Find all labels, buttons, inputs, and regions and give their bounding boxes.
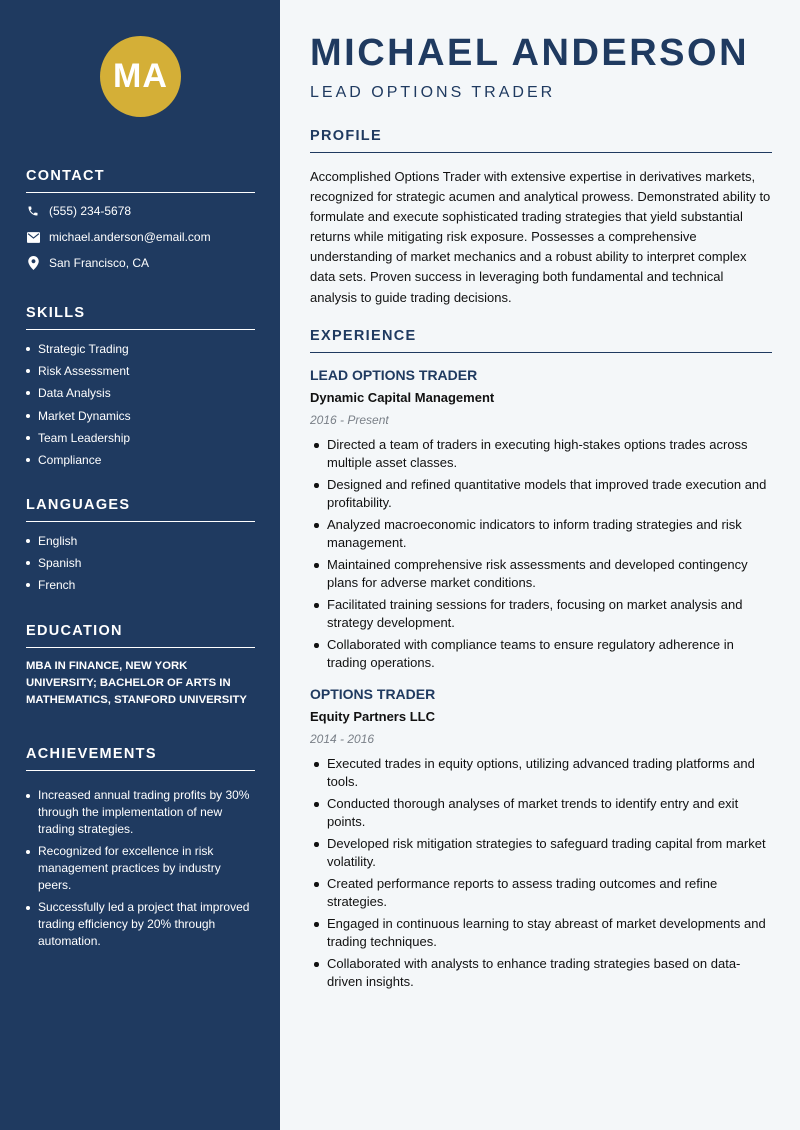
job-entry <box>310 367 772 672</box>
job-bullet: Maintained comprehensive risk assessments and developed contingency plans for adverse market conditions. <box>310 556 772 592</box>
language-item: French <box>26 578 255 592</box>
mail-icon <box>26 230 40 244</box>
phone-icon <box>26 204 40 218</box>
email-text: michael.anderson@email.com <box>49 230 211 244</box>
job-company: Equity Partners LLC <box>310 709 435 724</box>
job-company: Dynamic Capital Management <box>310 390 495 405</box>
skill-item: Risk Assessment <box>26 364 255 378</box>
languages-section <box>26 497 255 601</box>
education-heading: EDUCATION <box>26 623 255 648</box>
job-bullets <box>310 755 772 991</box>
skills-section <box>26 305 255 475</box>
avatar <box>100 36 181 117</box>
achievements-heading: ACHIEVEMENTS <box>26 746 255 771</box>
job-bullet: Directed a team of traders in executing high-stakes options trades across multiple asset classes. <box>310 436 772 472</box>
profile-section <box>310 128 772 308</box>
job-title: OPTIONS TRADER <box>310 686 436 702</box>
job-bullet: Analyzed macroeconomic indicators to inform trading strategies and risk management. <box>310 516 772 552</box>
profile-text: Accomplished Options Trader with extensive expertise in derivatives markets, recognized for strategic acumen and analytical prowess. Demonstrated ability to formulate and execute sophisticated trading strategies that yield substantial returns while mitigating risk exposure. Possesses a comprehensive understanding of market mechanics and a robust ability to interpret complex data sets. Proven success in leveraging both fundamental and technical analysis to guide trading decisions. <box>310 169 771 305</box>
candidate-title: LEAD OPTIONS TRADER <box>310 84 556 101</box>
experience-heading: EXPERIENCE <box>310 328 772 353</box>
skill-item: Data Analysis <box>26 386 255 400</box>
location-pin-icon <box>26 256 40 270</box>
contact-section <box>26 168 255 271</box>
skill-item: Strategic Trading <box>26 342 255 356</box>
language-item: Spanish <box>26 556 255 570</box>
sidebar <box>0 0 280 1130</box>
profile-heading: PROFILE <box>310 128 772 153</box>
job-bullet: Executed trades in equity options, utilizing advanced trading platforms and tools. <box>310 755 772 791</box>
education-text: MBA IN FINANCE, NEW YORK UNIVERSITY; BACHELOR OF ARTS IN MATHEMATICS, STANFORD UNIVERSITY <box>26 660 247 706</box>
job-period: 2014 - 2016 <box>310 732 375 746</box>
achievements-list <box>26 787 255 950</box>
job-bullet: Conducted thorough analyses of market trends to identify entry and exit points. <box>310 795 772 831</box>
candidate-name: MICHAEL ANDERSON <box>310 32 750 74</box>
education-section <box>26 623 255 709</box>
contact-location <box>26 255 255 271</box>
contact-email <box>26 229 255 245</box>
languages-heading: LANGUAGES <box>26 497 255 522</box>
job-bullet: Engaged in continuous learning to stay abreast of market developments and trading techniques. <box>310 915 772 951</box>
job-bullet: Facilitated training sessions for traders, focusing on market analysis and strategy development. <box>310 596 772 632</box>
achievement-item: Increased annual trading profits by 30% through the implementation of new trading strategies. <box>26 787 255 838</box>
phone-text: (555) 234-5678 <box>49 204 132 218</box>
job-entry <box>310 686 772 991</box>
job-bullet: Collaborated with compliance teams to ensure regulatory adherence in trading operations. <box>310 636 772 672</box>
skills-heading: SKILLS <box>26 305 255 330</box>
skill-item: Market Dynamics <box>26 409 255 423</box>
avatar-initials: MA <box>113 57 168 95</box>
job-period: 2016 - Present <box>310 413 389 427</box>
job-title: LEAD OPTIONS TRADER <box>310 367 478 383</box>
skill-item: Compliance <box>26 453 255 467</box>
skill-item: Team Leadership <box>26 431 255 445</box>
job-bullet: Developed risk mitigation strategies to safeguard trading capital from market volatility. <box>310 835 772 871</box>
job-bullet: Designed and refined quantitative models that improved trade execution and profitability. <box>310 476 772 512</box>
job-bullet: Created performance reports to assess trading outcomes and refine strategies. <box>310 875 772 911</box>
experience-section <box>310 328 772 995</box>
location-text: San Francisco, CA <box>49 256 150 270</box>
language-item: English <box>26 534 255 548</box>
languages-list <box>26 534 255 592</box>
achievement-item: Successfully led a project that improved trading efficiency by 20% through automation. <box>26 899 255 950</box>
contact-phone <box>26 203 255 219</box>
job-bullets <box>310 436 772 672</box>
contact-heading: CONTACT <box>26 168 255 193</box>
job-bullet: Collaborated with analysts to enhance trading strategies based on data-driven insights. <box>310 955 772 991</box>
skills-list <box>26 342 255 467</box>
achievements-section <box>26 746 255 955</box>
achievement-item: Recognized for excellence in risk management practices by industry peers. <box>26 843 255 894</box>
